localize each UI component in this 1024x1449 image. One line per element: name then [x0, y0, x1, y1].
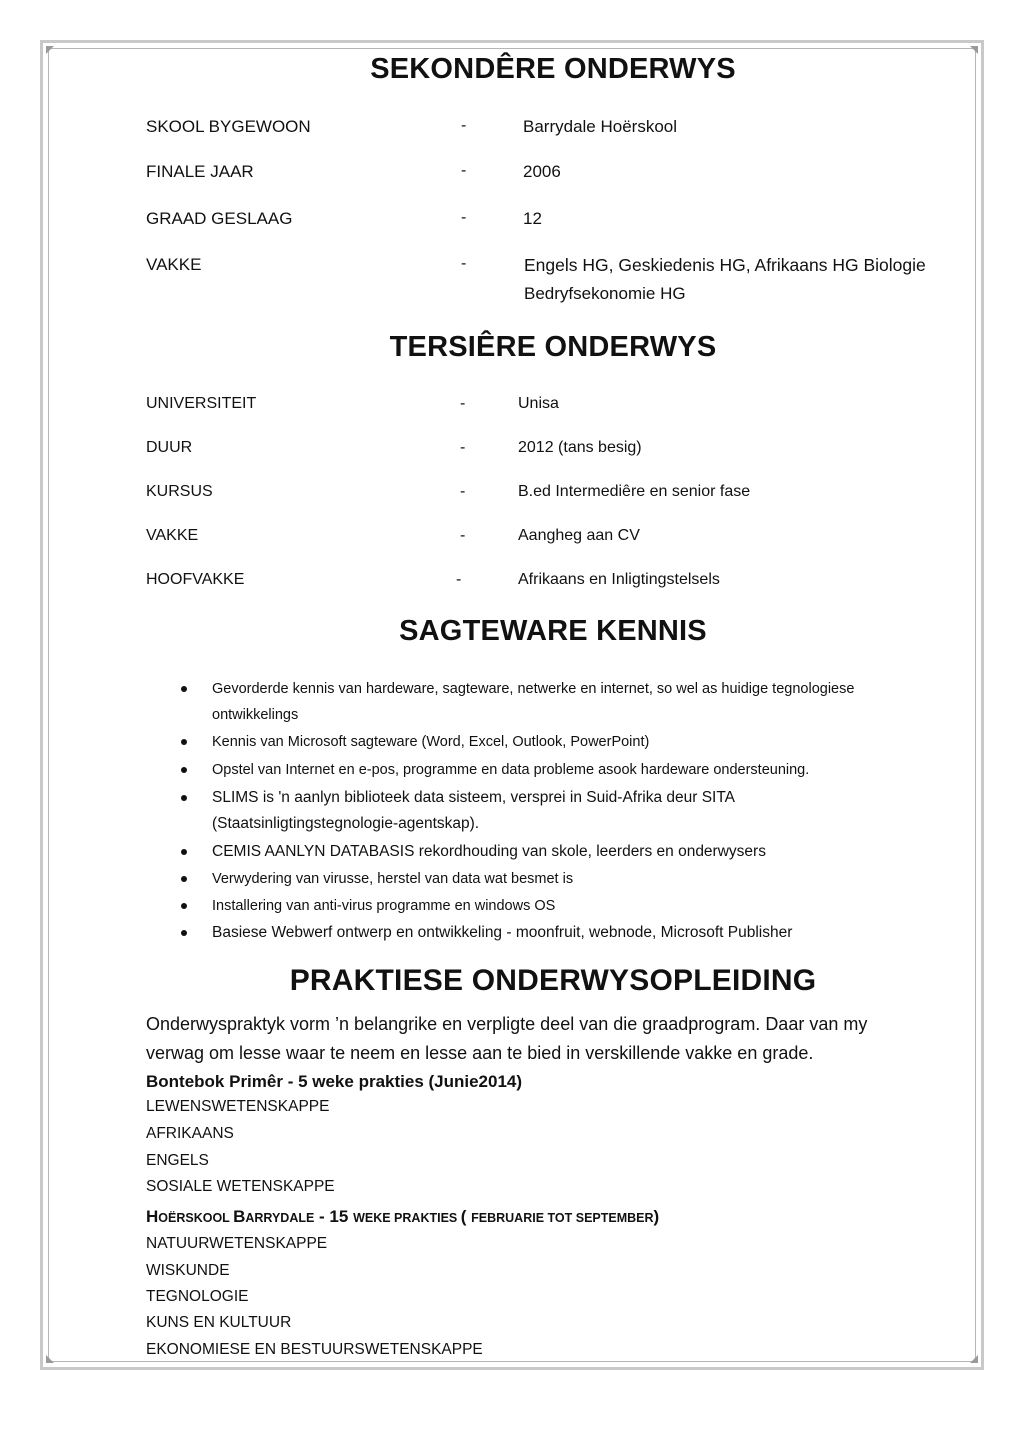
- list-item-text: Installering van anti-virus programme en windows OS: [212, 898, 556, 914]
- heading-part: FEBRUARIE TOT SEPTEMBER: [471, 1211, 654, 1225]
- school2-heading: [146, 1207, 659, 1227]
- bullet-icon: [181, 930, 187, 936]
- list-item-text: Verwydering van virusse, herstel van data wat besmet is: [212, 871, 574, 887]
- bullet-icon: [181, 903, 187, 909]
- list-item-text: ontwikkelings: [212, 707, 299, 723]
- tertiary-label: KURSUS: [146, 483, 213, 500]
- subject-item: WISKUNDE: [146, 1262, 230, 1279]
- bullet-icon: [181, 876, 187, 882]
- bullet-icon: [181, 849, 187, 855]
- list-item: [176, 839, 976, 866]
- tertiary-value: Afrikaans en Inligtingstelsels: [518, 571, 720, 588]
- subject-item: ENGELS: [146, 1152, 209, 1169]
- bullet-icon: [181, 795, 187, 801]
- software-heading: SAGTEWARE KENNIS: [399, 615, 707, 647]
- subject-item: NATUURWETENSKAPPE: [146, 1235, 328, 1252]
- practical-intro: [146, 1010, 946, 1068]
- list-item: [176, 785, 976, 839]
- list-item: [176, 866, 976, 893]
- separator-dash: -: [460, 439, 466, 456]
- list-item: [176, 757, 976, 785]
- list-item-text: Gevorderde kennis van hardeware, sagteware, netwerke en internet, so wel as huidige tegnologiese: [212, 681, 855, 697]
- list-item: [176, 920, 976, 947]
- secondary-label: FINALE JAAR: [146, 162, 254, 181]
- separator-dash: -: [460, 395, 466, 412]
- separator-dash: -: [461, 162, 467, 179]
- subject-item: LEWENSWETENSKAPPE: [146, 1098, 330, 1115]
- heading-part: H: [146, 1207, 159, 1226]
- secondary-value: 12: [523, 209, 542, 228]
- corner-ornament: [46, 1355, 54, 1363]
- secondary-value: 2006: [523, 162, 561, 181]
- secondary-value: Engels HG, Geskiedenis HG, Afrikaans HG Biologie: [524, 255, 926, 275]
- separator-dash: -: [461, 255, 467, 272]
- heading-part: ARRYDALE: [245, 1211, 315, 1225]
- separator-dash: -: [461, 117, 467, 134]
- tertiary-label: UNIVERSITEIT: [146, 395, 257, 412]
- practical-heading: PRAKTIESE ONDERWYSOPLEIDING: [289, 964, 817, 997]
- secondary-value: Barrydale Hoërskool: [523, 117, 678, 136]
- heading-part: B: [233, 1207, 246, 1226]
- tertiary-value: 2012 (tans besig): [518, 439, 642, 456]
- tertiary-label: VAKKE: [146, 527, 199, 544]
- tertiary-label: DUUR: [146, 439, 193, 456]
- separator-dash: -: [461, 209, 467, 226]
- corner-ornament: [970, 46, 978, 54]
- heading-part: ): [653, 1207, 660, 1226]
- intro-line: Onderwyspraktyk vorm ’n belangrike en verpligte deel van die graadprogram. Daar van my: [146, 1014, 868, 1034]
- software-list: [176, 676, 976, 947]
- separator-dash: -: [460, 527, 466, 544]
- secondary-label: SKOOL BYGEWOON: [146, 117, 311, 136]
- list-item: [176, 729, 976, 757]
- list-item: [176, 893, 976, 920]
- separator-dash: -: [460, 483, 466, 500]
- intro-line: verwag om lesse waar te neem en lesse aan te bied in verskillende vakke en grade.: [146, 1043, 814, 1063]
- secondary-label: GRAAD GESLAAG: [146, 209, 293, 228]
- secondary-label: VAKKE: [146, 255, 202, 274]
- list-item-text: CEMIS AANLYN DATABASIS rekordhouding van skole, leerders en onderwysers: [212, 843, 766, 860]
- list-item-text: Kennis van Microsoft sagteware (Word, Excel, Outlook, PowerPoint): [212, 734, 650, 750]
- subject-item: EKONOMIESE EN BESTUURSWETENSKAPPE: [146, 1341, 483, 1358]
- corner-ornament: [46, 46, 54, 54]
- heading-part: WEKE PRAKTIES: [353, 1211, 461, 1225]
- secondary-heading: SEKONDÊRE ONDERWYS: [370, 53, 736, 85]
- list-item-text: SLIMS is 'n aanlyn biblioteek data sisteem, versprei in Suid-Afrika deur SITA: [212, 789, 736, 806]
- list-item: [176, 676, 976, 729]
- bullet-icon: [181, 767, 187, 773]
- separator-dash: -: [456, 571, 462, 588]
- subject-item: AFRIKAANS: [146, 1125, 234, 1142]
- corner-ornament: [970, 1355, 978, 1363]
- list-item-text: (Staatsinligtingstegnologie-agentskap).: [212, 815, 480, 832]
- list-item-text: Basiese Webwerf ontwerp en ontwikkeling - moonfruit, webnode, Microsoft Publisher: [212, 924, 793, 941]
- heading-part: - 15: [314, 1207, 354, 1226]
- secondary-value-continued: Bedryfsekonomie HG: [524, 284, 686, 303]
- bullet-icon: [181, 739, 187, 745]
- tertiary-heading: TERSIÊRE ONDERWYS: [389, 331, 717, 363]
- subject-item: SOSIALE WETENSKAPPE: [146, 1178, 335, 1195]
- subject-item: KUNS EN KULTUUR: [146, 1314, 292, 1331]
- heading-part: OËRSKOOL: [158, 1211, 234, 1225]
- tertiary-value: Unisa: [518, 395, 559, 412]
- list-item-text: Opstel van Internet en e-pos, programme en data probleme asook hardeware ondersteuning.: [212, 762, 810, 778]
- tertiary-value: B.ed Intermediêre en senior fase: [518, 483, 751, 500]
- tertiary-value: Aangheg aan CV: [518, 527, 640, 544]
- school1-heading: Bontebok Primêr - 5 weke prakties (Junie2014): [146, 1072, 523, 1091]
- bullet-icon: [181, 686, 187, 692]
- subject-item: TEGNOLOGIE: [146, 1288, 249, 1305]
- tertiary-label: HOOFVAKKE: [146, 571, 245, 588]
- heading-part: (: [460, 1207, 472, 1226]
